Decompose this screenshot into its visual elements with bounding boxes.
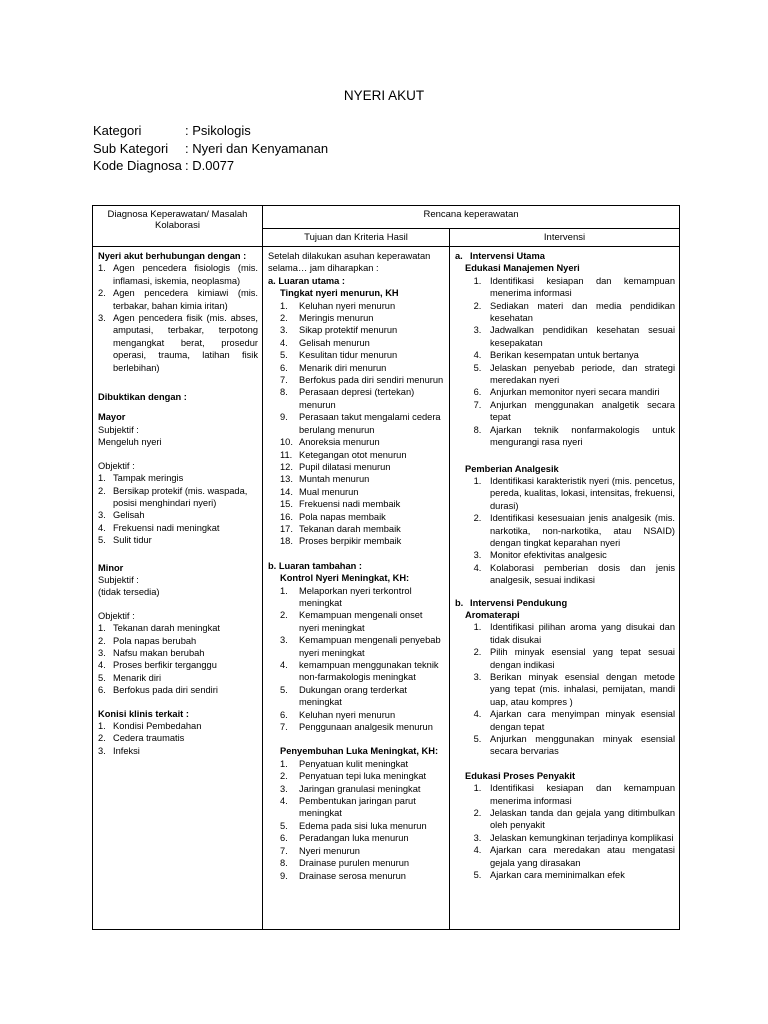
list-item: 2. Pola napas berubah [98, 635, 197, 646]
list-item: 4. Kolaborasi pemberian dosis dan jenis analgesik, sesuai indikasi [473, 562, 676, 586]
aromaterapi-list [465, 621, 675, 757]
meta-key: Sub Kategori [93, 140, 169, 156]
care-plan-table [92, 205, 680, 930]
list-item: 3. Monitor efektivitas analgesic [473, 550, 607, 561]
intervensi-pendukung-label: b. Intervensi Pendukung [455, 597, 568, 608]
penyembuhan-luka-list [280, 758, 445, 882]
list-item: 3. Kemampuan mengenali penyebab nyeri meningkat [280, 635, 441, 658]
minor-heading: Minor [98, 562, 124, 573]
list-item: 3. Agen pencedera fisik (mis. abses, amputasi, terbakar, terpotong mengangkat berat, prosedur operasi, trauma, latihan fisik berlebihan) [98, 313, 258, 373]
evidence-heading: Dibuktikan dengan : [98, 392, 187, 403]
list-item: 3. Infeksi [98, 745, 140, 756]
list-item: 1. Tampak meringis [98, 473, 184, 484]
luaran-utama-label: a. Luaran utama : [268, 275, 345, 286]
header-intervensi: Intervensi [450, 229, 680, 247]
list-item: 12. Pupil dilatasi menurun [280, 461, 391, 472]
list-item: 6. Menarik diri menurun [280, 362, 387, 373]
list-item: 5. Kesulitan tidur menurun [280, 350, 398, 361]
edukasi-proses-penyakit-list [465, 782, 675, 881]
list-item: 2. Cedera traumatis [98, 733, 185, 744]
list-item: 5. Sulit tidur [98, 535, 152, 546]
diagnosis-meta [93, 122, 328, 175]
list-item: 4. Berikan kesempatan untuk bertanya [473, 350, 639, 361]
luaran-utama-list [280, 300, 445, 548]
list-item: 5. Anjurkan menggunakan minyak esensial secara bervarias [473, 734, 676, 757]
list-item: 1. Melaporkan nyeri terkontrol meningkat [280, 585, 412, 608]
list-item: 5. Edema pada sisi luka menurun [280, 820, 427, 831]
meta-value: : Psikologis [185, 123, 251, 138]
list-item: 5. Ajarkan cara meminimalkan efek [473, 870, 625, 881]
objektif-label: Objektif : [98, 610, 135, 621]
list-item: 4. Frekuensi nadi meningkat [98, 522, 220, 533]
list-item: 4. Pembentukan jaringan parut meningkat [280, 796, 416, 819]
list-item: 1. Identifikasi pilihan aroma yang disukai dan tidak disukai [473, 622, 676, 645]
meta-row-kode-diagnosa [93, 157, 328, 175]
list-item: 1. Agen pencedera fisiologis (mis. inflamasi, iskemia, neoplasma) [98, 263, 258, 286]
list-item: 2. Pilih minyak esensial yang tepat sesuai dengan indikasi [473, 647, 676, 670]
list-item: 2. Bersikap protekif (mis. waspada, posisi menghindari nyeri) [98, 485, 248, 508]
header-diagnosa: Diagnosa Keperawatan/ Masalah Kolaborasi [93, 206, 263, 247]
list-item: 9. Perasaan takut mengalami cedera berulang menurun [280, 412, 441, 435]
list-item: 4. Gelisah menurun [280, 337, 370, 348]
list-item: 3. Nafsu makan berubah [98, 647, 205, 658]
list-item: 6. Anjurkan memonitor nyeri secara mandiri [473, 387, 660, 398]
list-item: 3. Berikan minyak esensial dengan metode yang tepat (mis. inhalasi, pemijatan, mandi uap, atau kompres ) [473, 672, 676, 707]
list-item: 3. Jelaskan kemungkinan terjadinya komplikasi [473, 832, 674, 843]
meta-key: Kategori [93, 123, 142, 138]
list-item: 6. Berfokus pada diri sendiri [98, 685, 218, 696]
list-item: 13. Muntah menurun [280, 474, 370, 485]
list-item: 18. Proses berpikir membaik [280, 536, 402, 547]
cause-list [98, 262, 258, 374]
list-item: 3. Jadwalkan pendidikan kesehatan sesuai kesepakatan [473, 325, 676, 348]
list-item: 11. Ketegangan otot menurun [280, 449, 407, 460]
list-item: 7. Anjurkan menggunakan analgetik secara tepat [473, 399, 676, 423]
list-item: 6. Keluhan nyeri menurun [280, 709, 396, 720]
list-item: 5. Dukungan orang terderkat meningkat [280, 684, 408, 708]
list-item: 9. Drainase serosa menurun [280, 870, 406, 881]
list-item: 2. Penyatuan tepi luka meningkat [280, 771, 427, 782]
luaran-tambahan-label: b. Luaran tambahan : [268, 560, 363, 571]
list-item: 5. Menarik diri [98, 672, 162, 683]
list-item: 1. Identifikasi kesiapan dan kemampuan menerima informasi [473, 275, 676, 299]
cause-heading: Nyeri akut berhubungan dengan : [98, 251, 247, 261]
meta-value: : D.0077 [185, 158, 235, 173]
objektif-label: Objektif : [98, 460, 135, 471]
list-item: 7. Berfokus pada diri sendiri menurun [280, 375, 444, 386]
edukasi-proses-penyakit-subheading: Edukasi Proses Penyakit [465, 770, 576, 781]
list-item: 4. Ajarkan cara menyimpan minyak esensial dengan tepat [473, 709, 676, 732]
penyembuhan-luka-subheading: Penyembuhan Luka Meningkat, KH: [280, 746, 439, 757]
intervensi-utama-label: a. Intervensi Utama [455, 251, 545, 261]
list-item: 1. Keluhan nyeri menurun [280, 300, 396, 311]
list-item: 2. Sediakan materi dan media pendidikan kesehatan [473, 300, 676, 324]
list-item: 2. Kemampuan mengenali onset nyeri meningkat [280, 610, 423, 633]
list-item: 17. Tekanan darah membaik [280, 523, 401, 534]
list-item: 1. Tekanan darah meningkat [98, 623, 220, 634]
page-title: NYERI AKUT [343, 88, 425, 103]
list-item: 5. Jelaskan penyebab periode, dan strategi meredakan nyeri [473, 362, 676, 386]
list-item: 8. Drainase purulen menurun [280, 858, 410, 869]
list-item: 2. Identifikasi kesesuaian jenis analgesik (mis. narkotika, non-narkotika, atau NSAID) dengan tingkat keparahan nyeri [473, 513, 676, 548]
list-item: 1. Penyatuan kulit meningkat [280, 758, 409, 769]
list-item: 8. Perasaan depresi (tertekan) menurun [280, 387, 415, 410]
list-item: 2. Agen pencedera kimiawi (mis. terbakar, bahan kimia iritan) [98, 288, 258, 311]
subjektif-label: Subjektif : [98, 574, 139, 585]
diagnosa-cell [93, 247, 263, 930]
list-item: 1. Identifikasi karakteristik nyeri (mis. pencetus, pereda, kualitas, lokasi, intensitas, frekuensi, durasi) [473, 475, 676, 511]
mayor-heading: Mayor [98, 412, 126, 423]
list-item: 7. Nyeri menurun [280, 845, 360, 856]
list-item: 10. Anoreksia menurun [280, 437, 380, 448]
meta-row-sub-kategori [93, 140, 328, 158]
pemberian-analgesik-list [465, 475, 675, 587]
list-item: 7. Penggunaan analgesik menurun [280, 722, 433, 733]
mayor-subjektif-text: Mengeluh nyeri [98, 437, 162, 448]
minor-subjektif-text: (tidak tersedia) [98, 587, 160, 598]
kondisi-heading: Konisi klinis terkait : [98, 708, 189, 719]
mayor-objektif-list [98, 472, 258, 546]
list-item: 1. Identifikasi kesiapan dan kemampuan menerima informasi [473, 783, 676, 806]
intervensi-cell [450, 247, 680, 930]
list-item: 4. kemampuan menggunakan teknik non-farmakologis meningkat [280, 660, 439, 683]
list-item: 1. Kondisi Pembedahan [98, 721, 202, 731]
luaran-utama-subheading: Tingkat nyeri menurun, KH [280, 288, 399, 299]
aromaterapi-subheading: Aromaterapi [465, 609, 520, 620]
list-item: 3. Gelisah [98, 510, 145, 521]
kontrol-nyeri-subheading: Kontrol Nyeri Meningkat, KH: [280, 573, 410, 584]
list-item: 4. Proses berfikir terganggu [98, 660, 217, 671]
tujuan-cell [263, 247, 450, 930]
header-tujuan: Tujuan dan Kriteria Hasil [263, 229, 450, 247]
header-rencana: Rencana keperawatan [263, 206, 680, 229]
list-item: 16. Pola napas membaik [280, 511, 386, 522]
tujuan-intro: Setelah dilakukan asuhan keperawatan selama… jam diharapkan : [268, 251, 431, 274]
list-item: 8. Ajarkan teknik nonfarmakologis untuk mengurangi rasa nyeri [473, 424, 676, 448]
list-item: 15. Frekuensi nadi membaik [280, 499, 401, 510]
list-item: 6. Peradangan luka menurun [280, 833, 409, 844]
edukasi-manajemen-nyeri-subheading: Edukasi Manajemen Nyeri [465, 263, 580, 274]
list-item: 14. Mual menurun [280, 486, 359, 497]
list-item: 3. Sikap protektif menurun [280, 325, 398, 336]
pemberian-analgesik-subheading: Pemberian Analgesik [465, 463, 559, 474]
meta-row-kategori [93, 122, 328, 140]
minor-objektif-list [98, 622, 258, 696]
subjektif-label: Subjektif : [98, 424, 139, 435]
edukasi-manajemen-nyeri-list [465, 275, 675, 449]
kontrol-nyeri-list [280, 585, 445, 734]
kondisi-list [98, 720, 258, 757]
list-item: 2. Meringis menurun [280, 313, 374, 324]
meta-value: : Nyeri dan Kenyamanan [185, 140, 329, 156]
list-item: 2. Jelaskan tanda dan gejala yang ditimbulkan oleh penyakit [473, 808, 676, 831]
list-item: 3. Jaringan granulasi meningkat [280, 783, 421, 794]
meta-key: Kode Diagnosa [93, 158, 182, 173]
list-item: 4. Ajarkan cara meredakan atau mengatasi gejala yang dirasakan [473, 845, 676, 868]
